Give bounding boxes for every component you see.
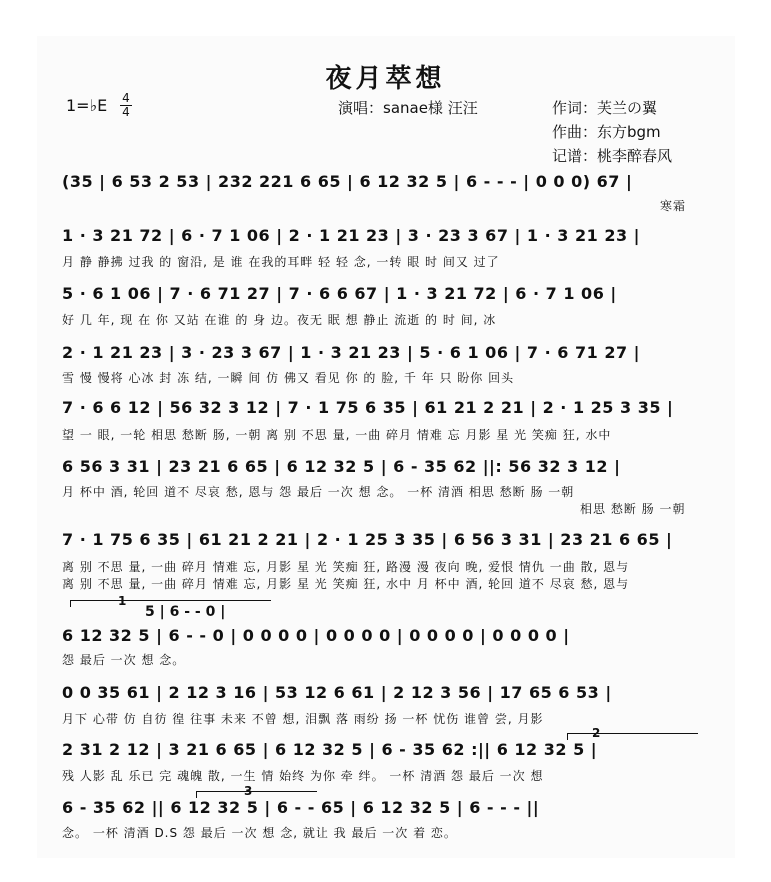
volta-bracket xyxy=(567,733,698,740)
lyric-line: 雪 慢 慢将 心冰 封 冻 结, 一瞬 间 仿 佛又 看见 你 的 脸, 千 年 只 盼你 回头 xyxy=(62,371,515,385)
notation-line: 7 · 6 6 12 | 56 32 3 12 | 7 · 1 75 6 35 | 61 21 2 21 | 2 · 1 25 3 35 | xyxy=(62,398,674,417)
volta-number: 1 xyxy=(118,594,127,608)
lyricist-credit: 作词：芙兰の翼 xyxy=(552,99,658,117)
singer-credit: 演唱：sanae様 汪汪 xyxy=(338,99,478,117)
time-signature-bottom: 4 xyxy=(122,105,130,119)
notation-line: 2 · 1 21 23 | 3 · 23 3 67 | 1 · 3 21 23 | 5 · 6 1 06 | 7 · 6 71 27 | xyxy=(62,343,640,362)
lyric-line: 念。 一杯 清酒 D.S 怨 最后 一次 想 念, 就让 我 最后 一次 着 恋。 xyxy=(62,826,457,840)
notation-line: (35 | 6 53 2 53 | 232 221 6 65 | 6 12 32 5 | 6 - - - | 0 0 0) 67 | xyxy=(62,172,633,191)
song-title: 夜月萃想 xyxy=(325,64,446,94)
lyric-line: 月下 心带 仿 自彷 徨 往事 未来 不曾 想, 泪飘 落 雨纷 扬 一杯 忧伤 谁曾 尝, 月影 xyxy=(62,712,544,726)
notation-line: 2 31 2 12 | 3 21 6 65 | 6 12 32 5 | 6 - 35 62 :|| 6 12 32 5 | xyxy=(62,740,598,759)
composer-credit: 作曲：东方bgm xyxy=(552,123,661,141)
lyric-line: 望 一 眼, 一轮 相思 愁断 肠, 一朝 离 别 不思 量, 一曲 碎月 情难 忘 月影 星 光 笑痴 狂, 水中 xyxy=(62,428,612,442)
lyric-line: 月 杯中 酒, 轮回 道不 尽哀 愁, 恩与 怨 最后 一次 想 念。 一杯 清酒 相思 愁断 肠 一朝 xyxy=(62,485,575,499)
volta-notes: 5 | 6 - - 0 | xyxy=(145,604,226,620)
notation-line: 7 · 1 75 6 35 | 61 21 2 21 | 2 · 1 25 3 35 | 6 56 3 31 | 23 21 6 65 | xyxy=(62,530,673,549)
notation-line: 0 0 35 61 | 2 12 3 16 | 53 12 6 61 | 2 12 3 56 | 17 65 6 53 | xyxy=(62,683,612,702)
lyric-line: 好 几 年, 现 在 你 又站 在谁 的 身 边。夜无 眠 想 静止 流逝 的 时 间, 冰 xyxy=(62,313,497,327)
time-signature-top: 4 xyxy=(120,92,132,106)
notation-line: 6 12 32 5 | 6 - - 0 | 0 0 0 0 | 0 0 0 0 | 0 0 0 0 | 0 0 0 0 | xyxy=(62,626,570,645)
lyric-line: 离 别 不思 量, 一曲 碎月 情难 忘, 月影 星 光 笑痴 狂, 路漫 漫 夜向 晚, 爱恨 情仇 一曲 散, 恩与 xyxy=(62,560,630,574)
lyric-line: 月 静 静拂 过我 的 窗沿, 是 谁 在我的耳畔 轻 轻 念, 一转 眼 时 间又 过了 xyxy=(62,255,500,269)
lyric-line: 残 人影 乱 乐已 完 魂魄 散, 一生 情 始终 为你 牵 绊。 一杯 清酒 怨 最后 一次 想 xyxy=(62,769,544,783)
volta-bracket xyxy=(196,791,317,798)
key-signature: 1=♭E xyxy=(66,96,108,115)
volta-number: 3 xyxy=(244,784,253,798)
lyric-line-alt: 离 别 不思 量, 一曲 碎月 情难 忘, 月影 星 光 笑痴 狂, 水中 月 杯中 酒, 轮回 道不 尽哀 愁, 恩与 xyxy=(62,577,630,591)
notation-line: 1 · 3 21 72 | 6 · 7 1 06 | 2 · 1 21 23 | 3 · 23 3 67 | 1 · 3 21 23 | xyxy=(62,226,640,245)
notation-line: 5 · 6 1 06 | 7 · 6 71 27 | 7 · 6 6 67 | 1 · 3 21 72 | 6 · 7 1 06 | xyxy=(62,284,617,303)
volta-number: 2 xyxy=(592,726,601,740)
lyric-line: 怨 最后 一次 想 念。 xyxy=(62,653,186,667)
time-signature xyxy=(120,92,132,119)
notation-line: 6 56 3 31 | 23 21 6 65 | 6 12 32 5 | 6 - 35 62 ||: 56 32 3 12 | xyxy=(62,457,621,476)
notation-line: 6 - 35 62 || 6 12 32 5 | 6 - - 65 | 6 12 32 5 | 6 - - - || xyxy=(62,798,540,817)
lyric-line-alt: 相思 愁断 肠 一朝 xyxy=(580,502,686,516)
scorer-credit: 记谱：桃李醉春风 xyxy=(552,147,673,165)
lyric-line: 寒霜 xyxy=(660,199,687,213)
